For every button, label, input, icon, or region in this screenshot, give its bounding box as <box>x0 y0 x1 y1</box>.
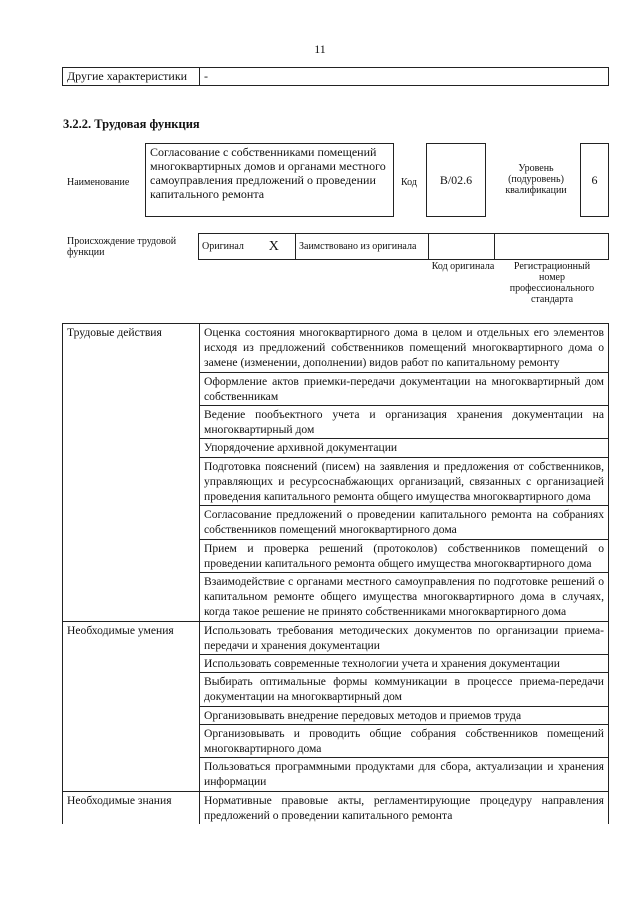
origin-label: Происхождение трудовой функции <box>67 236 177 258</box>
required-skill-item: Организовывать и проводить общие собрания собственников помещений многоквартирного дома <box>200 724 609 757</box>
function-details-table <box>62 323 609 824</box>
registration-number-cell <box>495 234 609 260</box>
code-label: Код <box>401 177 417 188</box>
required-knowledge-item: Нормативные правовые акты, регламентирующие процедуру направления предложений о проведении капитального ремонта <box>200 791 609 824</box>
original-code-caption: Код оригинала <box>431 261 495 272</box>
name-label: Наименование <box>67 177 130 188</box>
required-knowledge-category: Необходимые знания <box>63 791 200 824</box>
required-skill-item: Выбирать оптимальные формы коммуникации в процессе приема-передачи документации на многоквартирный дом <box>200 673 609 706</box>
level-label: Уровень (подуровень) квалификации <box>505 163 567 196</box>
original-code-cell <box>429 234 495 260</box>
labor-action-item: Упорядочение архивной документации <box>200 439 609 457</box>
original-label: Оригинал <box>199 234 253 260</box>
original-mark: X <box>253 234 296 260</box>
required-skill-item: Пользоваться программными продуктами для сбора, актуализации и хранения информации <box>200 758 609 791</box>
labor-action-item: Оценка состояния многоквартирного дома в целом и отдельных его элементов исходя из предложений собственников помещений многоквартирного дома о замене (изменении, дополнении) видов работ по капитальному ремонту <box>200 324 609 373</box>
labor-action-item: Прием и проверка решений (протоколов) собственников помещений о проведении капитального ремонта общего имущества многоквартирного дома <box>200 539 609 572</box>
other-characteristics-value: - <box>200 68 609 86</box>
labor-action-item: Ведение пообъектного учета и организация хранения документации на многоквартирный дом <box>200 406 609 439</box>
required-skill-item: Организовывать внедрение передовых методов и приемов труда <box>200 706 609 724</box>
borrowed-label: Заимствовано из оригинала <box>296 234 429 260</box>
function-name: Согласование с собственниками помещений многоквартирных домов и органами местного самоуправления предложений о проведении капитального ремонта <box>145 143 394 217</box>
required-skills-category: Необходимые умения <box>63 621 200 791</box>
registration-number-caption: Регистрационный номер профессионального стандарта <box>509 261 595 305</box>
other-characteristics-label: Другие характеристики <box>63 68 200 86</box>
labor-action-item: Взаимодействие с органами местного самоуправления по подготовке решений о капитальном ремонте общего имущества многоквартирного дома в случаях, когда такое решение не принято собственниками многоквартирного дома <box>200 573 609 622</box>
required-skill-item: Использовать современные технологии учета и хранения документации <box>200 655 609 673</box>
section-title: 3.2.2. Трудовая функция <box>63 117 200 131</box>
function-code: B/02.6 <box>426 143 486 217</box>
labor-action-item: Согласование предложений о проведении капитального ремонта на собраниях собственников помещений многоквартирного дома <box>200 506 609 539</box>
function-level: 6 <box>580 143 609 217</box>
origin-table <box>198 233 609 260</box>
labor-action-item: Оформление актов приемки-передачи документации на многоквартирный дом собственникам <box>200 372 609 405</box>
page-number: 11 <box>314 42 326 56</box>
other-characteristics-table <box>62 67 609 86</box>
labor-actions-category: Трудовые действия <box>63 324 200 622</box>
required-skill-item: Использовать требования методических документов по организации приема-передачи и хранения документации <box>200 621 609 654</box>
labor-action-item: Подготовка пояснений (писем) на заявления и предложения от собственников, управляющих и ресурсоснабжающих организаций, связанных с организацией проведения капитального ремонта общего имущества многоквартирного дома <box>200 457 609 506</box>
